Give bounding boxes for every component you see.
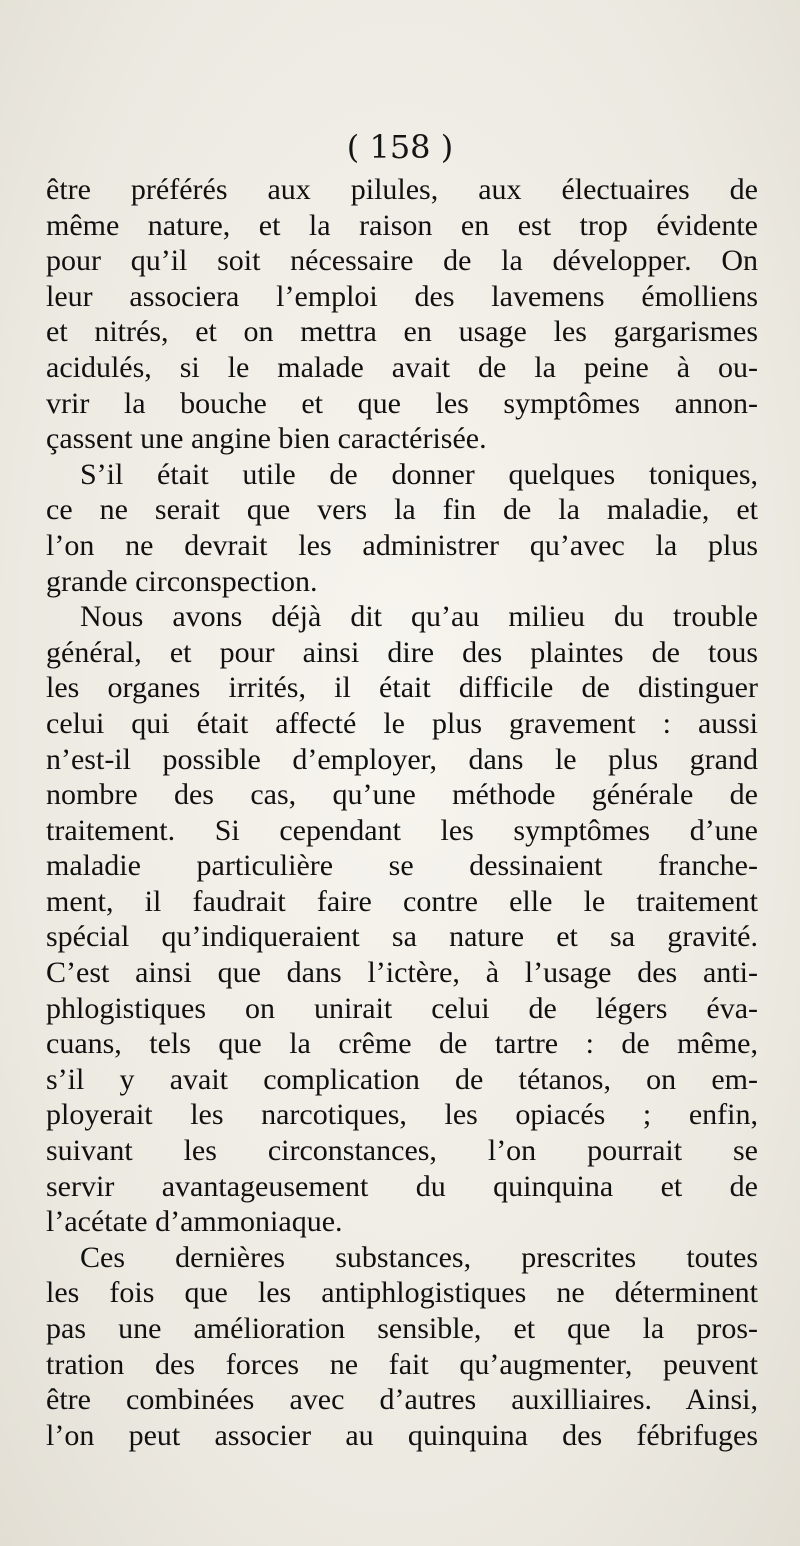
text-line: s’il y avait complication de tétanos, on em-: [46, 1062, 758, 1096]
text-line: C’est ainsi que dans l’ictère, à l’usage des anti-: [46, 956, 758, 990]
text-line: pour qu’il soit nécessaire de la développer. On: [46, 244, 758, 278]
text-line: les fois que les antiphlogistiques ne déterminent: [46, 1276, 758, 1310]
text-line: maladie particulière se dessinaient franche-: [46, 849, 758, 883]
text-line: Ces dernières substances, prescrites toutes: [80, 1240, 758, 1274]
text-line: l’on ne devrait les administrer qu’avec la plus: [46, 528, 758, 562]
text-line: vrir la bouche et que les symptômes annon-: [46, 386, 758, 420]
text-line: leur associera l’emploi des lavemens émolliens: [46, 279, 758, 313]
text-line: tration des forces ne fait qu’augmenter, peuvent: [46, 1347, 758, 1381]
text-line: l’on peut associer au quinquina des fébrifuges: [46, 1418, 758, 1452]
text-line: S’il était utile de donner quelques toniques,: [80, 457, 758, 491]
text-line: spécial qu’indiqueraient sa nature et sa gravité.: [46, 920, 758, 954]
text-line: servir avantageusement du quinquina et de: [46, 1169, 758, 1203]
text-line: ment, il faudrait faire contre elle le traitement: [46, 884, 758, 918]
text-line: et nitrés, et on mettra en usage les gargarismes: [46, 315, 758, 349]
text-line: çassent une angine bien caractérisée.: [46, 422, 487, 456]
text-line: traitement. Si cependant les symptômes d’une: [46, 813, 758, 847]
text-line: Nous avons déjà dit qu’au milieu du trouble: [80, 600, 758, 634]
text-line: ce ne serait que vers la fin de la maladie, et: [46, 493, 758, 527]
body-text: [46, 172, 758, 1453]
text-line: général, et pour ainsi dire des plaintes de tous: [46, 635, 758, 669]
text-line: être préférés aux pilules, aux électuaires de: [46, 173, 758, 206]
text-line: ployerait les narcotiques, les opiacés ; enfin,: [46, 1098, 758, 1132]
text-line: phlogistiques on unirait celui de légers éva-: [46, 991, 758, 1025]
text-line: cuans, tels que la crême de tartre : de même,: [46, 1027, 758, 1061]
text-line: acidulés, si le malade avait de la peine à ou-: [46, 350, 758, 384]
page-number: ( 158 ): [346, 128, 454, 166]
text-line: nombre des cas, qu’une méthode générale de: [46, 778, 758, 812]
text-line: n’est-il possible d’employer, dans le plus grand: [46, 742, 758, 776]
text-line: même nature, et la raison en est trop évidente: [46, 208, 758, 242]
text-line: pas une amélioration sensible, et que la pros-: [46, 1312, 758, 1345]
text-line: les organes irrités, il était difficile de distinguer: [46, 671, 758, 705]
text-line: celui qui était affecté le plus gravement : aussi: [46, 706, 758, 740]
text-line: suivant les circonstances, l’on pourrait se: [46, 1134, 758, 1168]
text-line: grande circonspection.: [46, 564, 318, 598]
text-line: l’acétate d’ammoniaque.: [46, 1205, 343, 1239]
text-line: être combinées avec d’autres auxilliaires. Ainsi,: [46, 1383, 758, 1417]
